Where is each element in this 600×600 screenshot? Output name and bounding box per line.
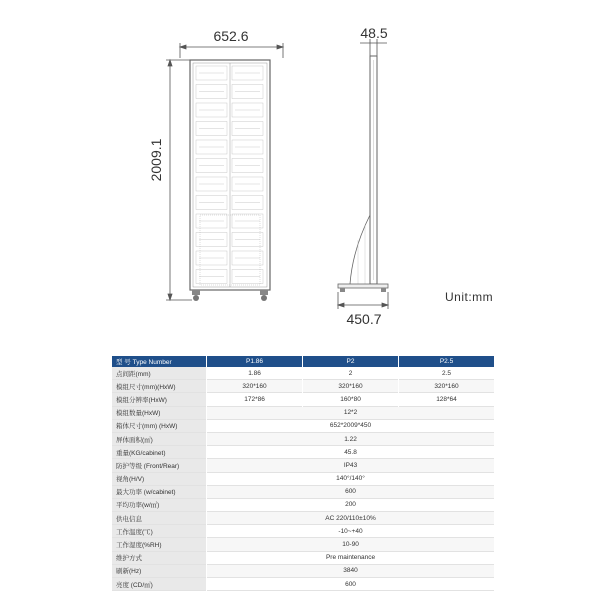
- table-row: [112, 486, 494, 499]
- spec-value: -10~+40: [207, 525, 494, 538]
- spec-label: 刷新(Hz): [112, 565, 206, 578]
- table-row: [112, 565, 494, 578]
- spec-value: 3840: [207, 565, 494, 578]
- spec-value: 320*160: [207, 380, 302, 393]
- table-row: [112, 420, 494, 433]
- table-row: [112, 459, 494, 472]
- front-width-label: 652.6: [213, 28, 249, 44]
- spec-value: 45.8: [207, 446, 494, 459]
- spec-label: 模组数量(HxW): [112, 407, 206, 420]
- spec-label: 屏体面积(㎡): [112, 433, 206, 446]
- model-header: P2.5: [399, 356, 494, 367]
- spec-value: IP43: [207, 459, 494, 472]
- table-row: [112, 380, 494, 393]
- spec-value: 160*80: [303, 393, 398, 406]
- spec-value: 140°/140°: [207, 473, 494, 486]
- side-depth-label: 48.5: [360, 25, 388, 41]
- table-row: [112, 578, 494, 591]
- spec-label: 模组尺寸(mm)(HxW): [112, 380, 206, 393]
- front-height-dimension: [166, 60, 192, 300]
- spec-value: 320*160: [303, 380, 398, 393]
- table-row: [112, 393, 494, 406]
- spec-value: 200: [207, 499, 494, 512]
- spec-value: 652*2009*450: [207, 420, 494, 433]
- spec-value: 600: [207, 578, 494, 591]
- spec-value: 320*160: [399, 380, 494, 393]
- table-row: [112, 407, 494, 420]
- spec-value: Pre maintenance: [207, 552, 494, 565]
- spec-value: 2.5: [399, 367, 494, 380]
- spec-value: 600: [207, 486, 494, 499]
- spec-label: 供电信息: [112, 512, 206, 525]
- table-row: [112, 433, 494, 446]
- table-row: [112, 446, 494, 459]
- spec-table: [111, 356, 495, 591]
- table-header-row: [112, 356, 494, 367]
- front-view-cabinet: [190, 60, 270, 301]
- model-header: P1.86: [207, 356, 302, 367]
- table-row: [112, 512, 494, 525]
- spec-value: 172*86: [207, 393, 302, 406]
- spec-value: 12*2: [207, 407, 494, 420]
- spec-value: AC 220/110±10%: [207, 512, 494, 525]
- spec-label: 最大功率 (w/cabinet): [112, 486, 206, 499]
- spec-value: 2: [303, 367, 398, 380]
- spec-label: 视角(H/V): [112, 473, 206, 486]
- spec-label: 平均功率(w/㎡): [112, 499, 206, 512]
- spec-value: 1.22: [207, 433, 494, 446]
- spec-value: 1.86: [207, 367, 302, 380]
- spec-label: 维护方式: [112, 552, 206, 565]
- table-row: [112, 538, 494, 551]
- spec-label: 箱体尺寸(mm) (HxW): [112, 420, 206, 433]
- table-row: [112, 473, 494, 486]
- spec-value: 10-90: [207, 538, 494, 551]
- model-header: P2: [303, 356, 398, 367]
- front-width-dimension: [180, 43, 283, 58]
- side-view-cabinet: [338, 56, 388, 292]
- table-row: [112, 552, 494, 565]
- spec-label: 防护等级 (Front/Rear): [112, 459, 206, 472]
- base-width-dimension: [338, 292, 388, 309]
- unit-label: Unit:mm: [445, 290, 494, 304]
- spec-label: 工作温度(℃): [112, 525, 206, 538]
- front-height-label: 2009.1: [148, 138, 164, 182]
- base-width-label: 450.7: [346, 311, 382, 327]
- spec-label: 工作湿度(%RH): [112, 538, 206, 551]
- spec-label: 模组分辨率(HxW): [112, 393, 206, 406]
- table-row: [112, 499, 494, 512]
- spec-table-body: [112, 367, 494, 591]
- spec-label: 亮度 (CD/㎡): [112, 578, 206, 591]
- side-depth-dimension: [360, 39, 387, 56]
- spec-value: 128*64: [399, 393, 494, 406]
- type-number-header: 型 号 Type Number: [112, 356, 206, 367]
- spec-label: 重量(KG/cabinet): [112, 446, 206, 459]
- spec-label: 点间距(mm): [112, 367, 206, 380]
- table-row: [112, 525, 494, 538]
- table-row: [112, 367, 494, 380]
